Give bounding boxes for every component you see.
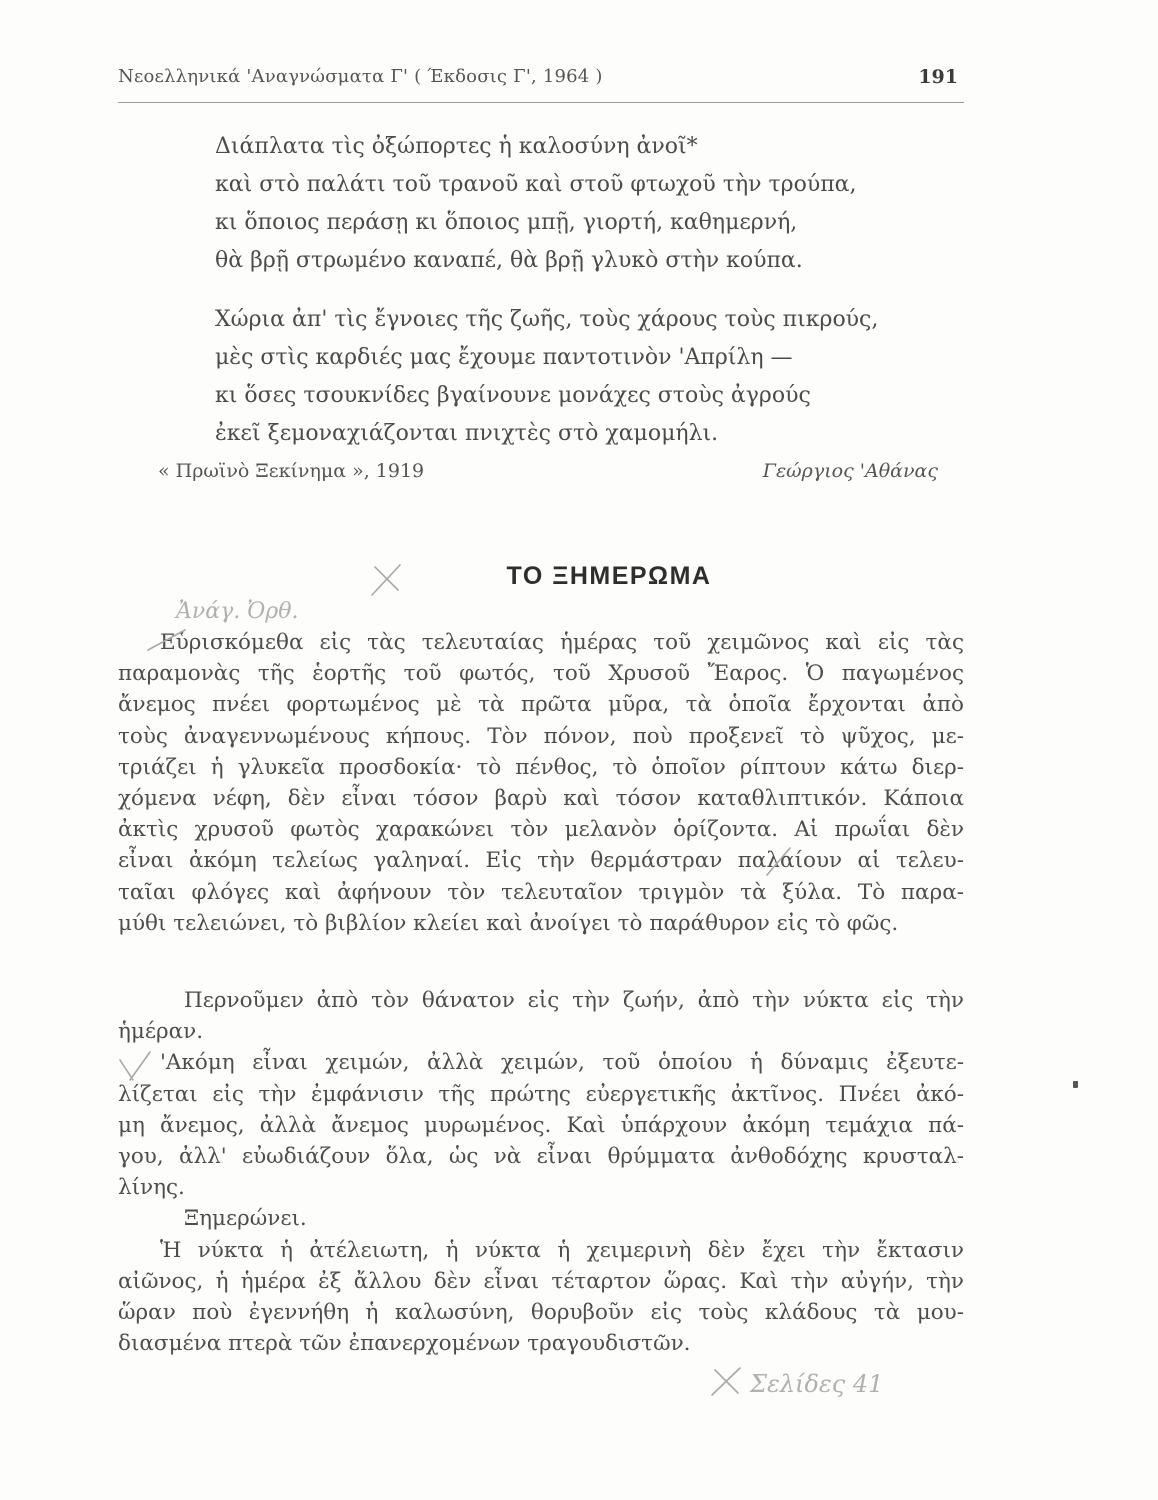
poem-source: « Πρωϊνὸ Ξεκίνημα », 1919 <box>158 460 425 482</box>
prose-line: Ἡ νύκτα ἡ ἀτέλειωτη, ἡ νύκτα ἡ χειμερινὴ δὲν ἔχει τὴν ἔκτασιν <box>160 1237 964 1263</box>
prose-line: μύθι τελειώνει, τὸ βιβλίον κλείει καὶ ἀνοίγει τὸ παράθυρον εἰς τὸ φῶς. <box>118 910 899 936</box>
prose-line: ὥραν ποὺ ἐγεννήθη ἡ καλωσύνη, θορυβοῦν εἰς τοὺς κλάδους τὰ μου- <box>118 1299 964 1325</box>
prose-line: γου, ἀλλ' εὐωδιάζουν ὅλα, ὡς νὰ εἶναι θρύμματα ἀνθοδόχης κρυσταλ- <box>118 1143 964 1169</box>
prose-line: Περνοῦμεν ἀπὸ τὸν θάνατον εἰς τὴν ζωήν, ἀπὸ τὴν νύκτα εἰς τὴν <box>184 988 964 1013</box>
prose-line: εἶναι ἀκόμη τελείως γαληναί. Εἰς τὴν θερμάστραν παλαίουν αἱ τελευ- <box>118 848 964 874</box>
prose-line: ἡμέραν. <box>118 1019 204 1045</box>
pencil-cross-mark <box>712 1368 740 1395</box>
prose-paragraph-2 <box>118 985 964 1359</box>
poem-line: κι ὅποιος περάσῃ κι ὅποιος μπῇ, γιορτή, καθημερνή, <box>215 210 798 235</box>
poem-line: ἐκεῖ ξεμοναχιάζονται πνιχτὲς στὸ χαμομήλι. <box>215 421 719 446</box>
pencil-note-bottom: Σελίδες 41 <box>750 1370 884 1398</box>
prose-line: 'Ακόμη εἶναι χειμών, ἀλλὰ χειμών, τοῦ ὁποίου ἡ δύναμις ἐξευτε- <box>160 1050 964 1076</box>
running-header <box>118 66 964 103</box>
running-title: Νεοελληνικά 'Αναγνώσματα Γ' ( Έκδοσις Γ', 1964 ) <box>118 66 603 87</box>
prose-line: μη ἄνεμος, ἀλλὰ ἄνεμος μυρωμένος. Καὶ ὑπάρχουν ἀκόμη τεμάχια πά- <box>118 1112 964 1138</box>
prose-line: ἄνεμος πνέει φορτωμένος μὲ τὰ πρῶτα μῦρα, τὰ ὁποῖα ἔρχονται ἀπὸ <box>118 692 964 718</box>
prose-line: διασμένα πτερὰ τῶν ἐπανερχομένων τραγουδιστῶν. <box>118 1331 691 1357</box>
pencil-note-top: Ἀνάγ. Ὀρθ. <box>176 599 299 624</box>
poem-line: μὲς στὶς καρδιές μας ἔχουμε παντοτινὸν 'Απρίλη — <box>215 345 793 370</box>
poem-stanza-2 <box>215 301 935 453</box>
prose-line: αἰῶνος, ἡ ἡμέρα ἐξ ἄλλου δὲν εἶναι τέταρτον ὥρας. Καὶ τὴν αὐγήν, τὴν <box>118 1268 964 1294</box>
prose-line: λίνης. <box>118 1175 185 1201</box>
prose-line: Ξημερώνει. <box>184 1206 307 1232</box>
prose-line: παραμονὰς τῆς ἑορτῆς τοῦ φωτός, τοῦ Χρυσοῦ Ἔαρος. Ὁ παγωμένος <box>118 661 964 687</box>
poem-line: καὶ στὸ παλάτι τοῦ τρανοῦ καὶ στοῦ φτωχοῦ τὴν τρούπα, <box>215 172 857 197</box>
page-number: 191 <box>918 66 958 88</box>
poem-line: Διάπλατα τὶς ὀξώπορτες ἡ καλοσύνη ἀνοῖ* <box>215 134 698 159</box>
poem-line: κι ὅσες τσουκνίδες βγαίνουνε μονάχες στοὺς ἀγρούς <box>215 383 811 408</box>
prose-line: τοὺς ἀναγεννωμένους κήπους. Τὸν πόνον, ποὺ προξενεῖ τὸ ψῦχος, με- <box>118 723 964 749</box>
poem-signature <box>158 460 958 490</box>
prose-line: χόμενα νέφη, δὲν εἶναι τόσον βαρὺ καὶ τόσον καταθλιπτικόν. Κάποια <box>118 785 964 811</box>
prose-paragraph-1 <box>118 627 964 939</box>
poem-author: Γεώργιος 'Αθάνας <box>762 460 938 482</box>
prose-line: λίζεται εἰς τὴν ἐμφάνισιν τῆς πρώτης εὐεργετικῆς ἀκτῖνος. Πνέει ἀκό- <box>118 1081 964 1107</box>
prose-line: Εὑρισκόμεθα εἰς τὰς τελευταίας ἡμέρας τοῦ χειμῶνος καὶ εἰς τὰς <box>160 630 964 655</box>
prose-line: ταῖαι φλόγες καὶ ἀφήνουν τὸν τελευταῖον τριγμὸν τὰ ξύλα. Τὸ παρα- <box>118 879 964 905</box>
prose-line: ἀκτὶς χρυσοῦ φωτὸς χαρακώνει τὸν μελανὸν ὁρίζοντα. Αἱ πρωΐαι δὲν <box>118 817 964 843</box>
prose-line: τριάζει ἡ γλυκεῖα προσδοκία· τὸ πένθος, τὸ ὁποῖον ρίπτουν κάτω διερ- <box>118 754 964 780</box>
pencil-cross-mark <box>715 1370 738 1393</box>
poem-stanza-1 <box>215 128 935 280</box>
poem-line: Χώρια ἀπ' τὶς ἔγνοιες τῆς ζωῆς, τοὺς χάρους τοὺς πικρούς, <box>215 307 879 332</box>
paper-speck <box>1073 1081 1078 1088</box>
poem-line: θὰ βρῇ στρωμένο καναπέ, θὰ βρῇ γλυκὸ στὴν κούπα. <box>215 248 803 273</box>
section-title-text: ΤΟ ΞΗΜΕΡΩΜΑ <box>506 562 712 590</box>
section-title <box>0 562 1158 591</box>
